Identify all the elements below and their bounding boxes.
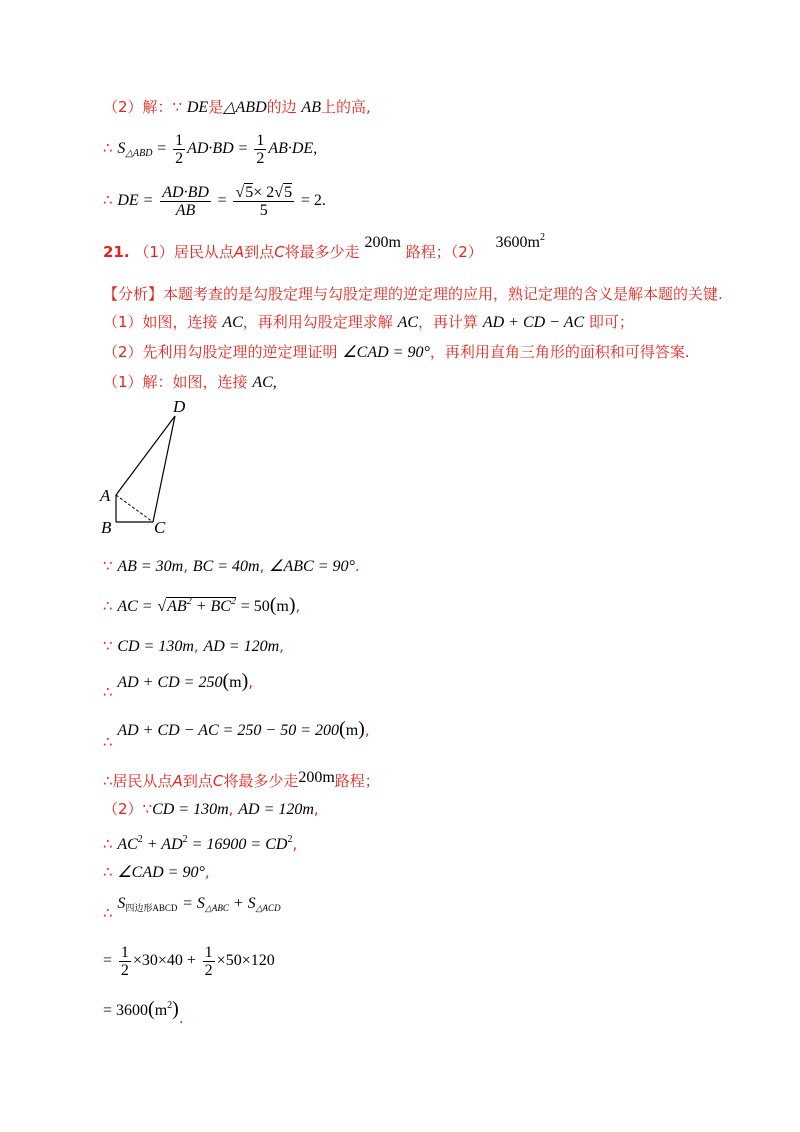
area-s-sub: △ABD [125, 148, 153, 159]
fraction-den: 2 [256, 149, 265, 167]
comma: , [295, 597, 301, 615]
therefore-symbol: ∴ [103, 597, 113, 615]
unit: m [276, 598, 289, 615]
fraction-ad-bd-over-ab [160, 184, 211, 219]
label-b: B [101, 518, 112, 535]
fraction-num: 1 [204, 943, 213, 961]
separator: , [259, 557, 265, 575]
hint-text: （2）先利用勾股定理的逆定理证明 [103, 343, 338, 361]
fraction-den: 2 [175, 149, 184, 167]
hint-text: 即可； [588, 313, 634, 331]
paren: ( [339, 718, 346, 740]
paren: ) [241, 670, 249, 692]
comma: , [279, 637, 284, 655]
analysis-line [103, 284, 723, 304]
solution-1-intro [103, 372, 277, 393]
equals: = [238, 140, 248, 157]
answer-text: 路程；（2） [405, 243, 483, 261]
q2-intro-line [103, 97, 371, 118]
de-lhs: DE = [117, 192, 154, 209]
half-fraction [203, 944, 215, 979]
edge-ad [116, 416, 175, 495]
point-a: A [233, 243, 245, 261]
radical: $√AB^2 + BC^2$ [157, 596, 236, 615]
angle-cad: ∠CAD = 90° [342, 344, 430, 361]
given-bc: BC = 40m [192, 558, 260, 575]
text-is: 是 [208, 98, 224, 116]
fraction-den: 2 [204, 961, 213, 979]
ac-rhs: = 50 [240, 598, 270, 615]
fraction-sqrt [233, 184, 294, 219]
fraction-den: 2 [120, 961, 129, 979]
radicand: 5 [245, 183, 254, 201]
radicand [166, 597, 236, 615]
comma: , [272, 374, 277, 391]
term-ad: + AD [142, 836, 183, 853]
question-21-answer [103, 232, 545, 263]
answer-text: 将最多少走 [284, 243, 360, 261]
exponent: 2 [167, 1000, 173, 1011]
period: . [321, 192, 326, 209]
area-compute-line [103, 942, 275, 979]
area-sub: △ABC [204, 903, 229, 913]
area-equation-line [103, 131, 317, 171]
therefore-symbol: ∴ [103, 733, 113, 751]
period: . [354, 557, 360, 575]
therefore-symbol: ∴ [103, 904, 113, 922]
term: ×50×120 [216, 952, 275, 969]
hint-2-line [103, 342, 690, 363]
comma: , [313, 800, 319, 818]
area-exponent: 2 [539, 232, 545, 243]
area-result-line [103, 993, 184, 1027]
exponent: 2 [287, 834, 293, 845]
part-prefix: （2） [103, 800, 143, 818]
paren: ) [288, 594, 296, 616]
hint-text: ，再计算 [418, 313, 479, 331]
area-sub: △ACD [255, 903, 281, 913]
point-c: C [212, 772, 224, 790]
conclusion-line [103, 771, 380, 792]
comma: , [313, 140, 318, 157]
given-line-1 [103, 556, 360, 577]
q2-prefix: （2）解： [103, 98, 173, 116]
rad-bc: + BC [191, 598, 231, 615]
conclusion-text: 到点 [182, 772, 213, 790]
fraction-num: 1 [175, 131, 184, 149]
area-s: = S [182, 895, 205, 912]
period: . [178, 1009, 184, 1027]
unit: m [345, 722, 359, 739]
text-height: 上的高, [320, 98, 371, 116]
paren: ) [172, 998, 179, 1020]
ac-line [103, 592, 300, 617]
unit: m [229, 674, 242, 691]
therefore-symbol: ∴ [103, 863, 113, 881]
segment-ac: AC [222, 314, 243, 331]
answer-text: 到点 [244, 243, 275, 261]
area-result: = 3600 [103, 1002, 149, 1019]
because-symbol: ∵ [103, 557, 113, 575]
triangle-abd: △ABD [223, 99, 267, 116]
distance-value: 200m [364, 234, 401, 251]
therefore-symbol: ∴ [103, 683, 113, 701]
quadrilateral-figure [95, 395, 215, 535]
therefore-symbol: ∴ [103, 835, 113, 853]
term-ac: AC [117, 836, 138, 853]
exponent: 2 [186, 596, 192, 607]
area-sum-line [103, 890, 281, 921]
term: ×30×40 + [132, 952, 196, 969]
because-symbol: ∵ [103, 637, 113, 655]
given-line-2 [103, 636, 284, 657]
pythagoras-check-line [103, 830, 297, 855]
conclusion-text: ∴居民从点 [103, 772, 173, 790]
area-value [496, 234, 545, 251]
paren: ( [269, 594, 277, 616]
distance-value: 200m [298, 769, 335, 786]
exponent: 2 [230, 596, 236, 607]
part-2-given [103, 799, 319, 820]
exponent: 2 [182, 834, 188, 845]
segment-ac: AC [252, 374, 273, 391]
radicand: 5 [284, 183, 293, 201]
term-cd: = 16900 = CD [187, 836, 288, 853]
given-ab: AB = 30m [117, 558, 184, 575]
product-ad-bd: AD·BD [187, 140, 234, 157]
times-two: × 2 [253, 183, 275, 201]
comma: , [248, 673, 254, 691]
conclusion-text: 将最多少走 [223, 772, 299, 790]
de-equation-line [103, 182, 326, 219]
half-fraction [173, 132, 185, 167]
segment-de: DE [186, 99, 209, 116]
comma: , [364, 721, 370, 739]
segment-ab: AB [301, 99, 321, 116]
equals: = [103, 952, 113, 969]
diagonal-ac [116, 495, 153, 522]
separator: , [228, 800, 234, 818]
paren: ( [148, 998, 155, 1020]
sum-line [103, 668, 254, 701]
conclusion-text: 路程； [334, 772, 380, 790]
comma: , [204, 863, 210, 881]
segment-ac: AC [397, 314, 419, 331]
given-cd: CD = 130m [152, 801, 229, 818]
area-sub: 四边形ABCD [125, 903, 178, 913]
half-fraction [254, 132, 266, 167]
hint-text: ，再利用直角三角形的面积和可得答案. [429, 343, 690, 361]
label-d: D [173, 397, 186, 416]
area-s: + S [228, 895, 256, 912]
question-number: 21. [103, 243, 130, 261]
separator: , [193, 637, 199, 655]
difference-line [103, 716, 370, 751]
paren: ) [358, 718, 365, 740]
text-edge: 的边 [266, 98, 297, 116]
therefore-symbol: ∴ [103, 191, 113, 209]
fraction-num: 1 [256, 131, 265, 149]
given-ad: AD = 120m [238, 801, 314, 818]
answer-text: （1）居民从点 [134, 243, 234, 261]
sum-expression: AD + CD = 250 [117, 674, 223, 691]
equals: = [217, 192, 227, 209]
ac-lhs: AC = [117, 598, 153, 615]
area-number: 3600m [495, 234, 540, 251]
exponent: 2 [137, 834, 143, 845]
unit: m [154, 1002, 168, 1019]
given-ad: AD = 120m [203, 638, 280, 655]
given-cd: CD = 130m [117, 638, 194, 655]
fraction-num: √5× 2√5 [235, 183, 293, 201]
rad-ab: AB [167, 598, 187, 615]
hint-expression: AD + CD − AC [482, 314, 585, 331]
given-angle: ∠ABC = 90° [269, 558, 355, 575]
hint-text: （1）如图，连接 [103, 313, 218, 331]
point-a: A [172, 772, 183, 790]
therefore-symbol: ∴ [103, 139, 113, 157]
hint-text: ，再利用勾股定理求解 [242, 313, 393, 331]
fraction-den: 5 [259, 201, 268, 219]
label-c: C [154, 518, 166, 535]
difference-expression: AD + CD − AC = 250 − 50 = 200 [117, 722, 340, 739]
area-s: S [117, 140, 126, 157]
half-fraction [119, 944, 131, 979]
because-symbol: ∵ [142, 800, 153, 818]
separator: , [183, 557, 189, 575]
edge-dc [153, 416, 175, 522]
analysis-tag: 【分析】 [103, 285, 164, 303]
hint-1-line [103, 312, 634, 333]
fraction-den: AB [175, 201, 196, 219]
solution-text: （1）解：如图，连接 [103, 373, 248, 391]
label-a: A [100, 486, 111, 505]
area-s: S [117, 895, 126, 912]
comma: , [292, 835, 298, 853]
product-ab-de: AB·DE [268, 140, 314, 157]
equals: = [157, 140, 167, 157]
angle-cad: ∠CAD = 90° [117, 864, 205, 881]
because-symbol: ∵ [172, 98, 183, 116]
point-c: C [274, 243, 285, 261]
fraction-num: 1 [120, 943, 129, 961]
de-result: = 2 [300, 192, 322, 209]
fraction-num: AD·BD [162, 183, 209, 201]
paren: ( [222, 670, 230, 692]
analysis-text: 本题考查的是勾股定理与勾股定理的逆定理的应用，熟记定理的含义是解本题的关键. [163, 285, 723, 303]
right-angle-line [103, 862, 210, 883]
